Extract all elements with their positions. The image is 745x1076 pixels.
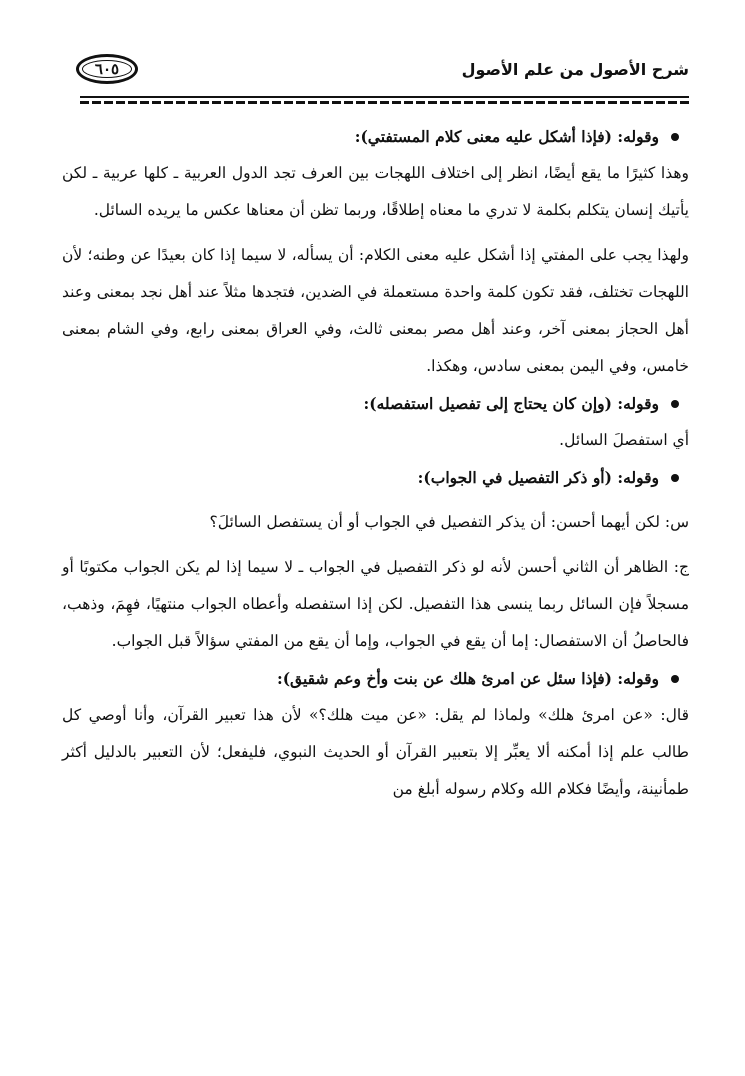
page-header xyxy=(70,52,689,92)
bullet-icon xyxy=(671,675,679,683)
page-number-badge xyxy=(76,54,138,84)
heading-text: (أو ذكر التفصيل في الجواب): xyxy=(417,468,618,487)
heading-1 xyxy=(62,118,689,155)
heading-text: (وإن كان يحتاج إلى تفصيل استفصله): xyxy=(363,394,618,413)
heading-text: (فإذا سئل عن امرئ هلك عن بنت وأخ وعم شقيق): xyxy=(277,669,618,688)
question-paragraph: س: لكن أيهما أحسن: أن يذكر التفصيل في الجواب أو أن يستفصل السائلَ؟ xyxy=(209,513,689,531)
heading-2 xyxy=(62,385,689,422)
heading-lead: وقوله: xyxy=(617,394,659,413)
bullet-icon xyxy=(671,133,679,141)
page-body xyxy=(62,118,689,808)
heading-lead: وقوله: xyxy=(617,468,659,487)
answer-paragraph: ج: الظاهر أن الثاني أحسن لأنه لو ذكر التفصيل في الجواب ـ لا سيما إذا لم يكن الجواب مكتوبًا أو مسجلاً فإن السائل ربما ينسى هذا التفصيل. لكن إذا استفصله وأعطاه الجواب منتهيًا، فهِمَ، وذهب، فالحاصلُ أن الاستفصال: إما أن يقع في الجواب، وإما أن يقع من المفتي سؤالاً قبل الجواب. xyxy=(62,558,689,650)
page-number: ٦٠٥ xyxy=(94,60,120,78)
bullet-icon xyxy=(671,400,679,408)
heading-lead: وقوله: xyxy=(617,669,659,688)
heading-3 xyxy=(62,459,689,496)
heading-text: (فإذا أشكل عليه معنى كلام المستفتي): xyxy=(354,127,618,146)
paragraph-3: أي استفصلَ السائل. xyxy=(559,431,689,449)
paragraph-2: ولهذا يجب على المفتي إذا أشكل عليه معنى الكلام: أن يسأله، لا سيما إذا كان بعيدًا عن وطنه؛ لأن اللهجات تختلف، فقد تكون كلمة واحدة مستعملة في الضدين، فتجدها مثلاً عند أهل نجد بمعنى وعند أهل الحجاز بمعنى آخر، وعند أهل مصر بمعنى ثالث، وفي العراق بمعنى رابع، وفي الشام بمعنى خامس، وفي اليمن بمعنى سادس، وهكذا. xyxy=(62,246,689,375)
heading-lead: وقوله: xyxy=(617,127,659,146)
bullet-icon xyxy=(671,474,679,482)
heading-4 xyxy=(62,660,689,697)
running-title: شرح الأصول من علم الأصول xyxy=(461,60,689,79)
paragraph-1: وهذا كثيرًا ما يقع أيضًا، انظر إلى اختلاف اللهجات بين العرف تجد الدول العربية ـ كلها عربية ـ لكن يأتيك إنسان يتكلم بكلمة لا تدري ما معناه إطلاقًا، وربما تظن أن معناها عكس ما يريده السائل. xyxy=(62,164,689,219)
header-divider xyxy=(80,96,689,105)
paragraph-4: قال: «عن امرئ هلك» ولماذا لم يقل: «عن ميت هلك؟» لأن هذا تعبير القرآن، وأنا أوصي كل طالب علم إذا أمكنه ألا يعبِّر إلا بتعبير القرآن أو الحديث النبوي، فليفعل؛ لأن التعبير بالدليل أكثر طمأنينة، وأيضًا فكلام الله وكلام رسوله أبلغ من xyxy=(62,706,689,798)
